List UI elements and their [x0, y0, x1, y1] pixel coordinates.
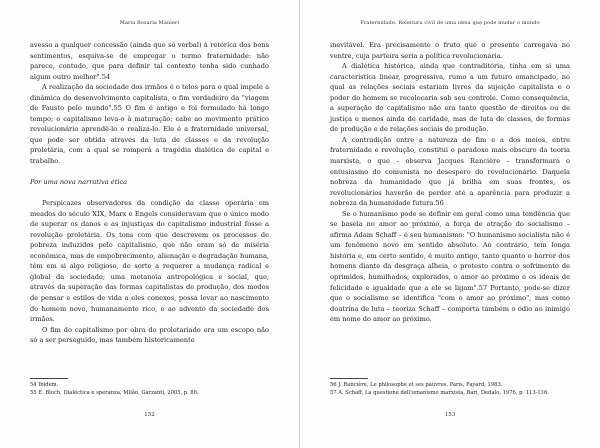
paragraph: Perspicazes observadores da condição da classe operária em meados do século XIX, Marx e Engels consideravam que o único modo de superar os danos e as injustiças do capitalismo industrial fosse a revolução proletária. Os tons com que descrevem os processos de pobreza induzidos pelo capitalismo, que não eram só de miséria econômica, mas de empobrecimento, alienação e degradação humana, têm em si algo religioso, de sorte a requerer a mudança radical e global da sociedade; uma metanoia antropológica e social, que, através da superação das formas capitalistas de produção, dos modos de pensar e estilos de vida a eles conexos, possa levar ao nascimento do homem novo, humanamente rico, e ao advento da sociedade dos irmãos.: [30, 199, 269, 324]
footnotes-right: [330, 378, 570, 397]
page-number-left: 152: [144, 412, 155, 418]
running-head-right: Fraternidade. Releitura civil de uma ideia que pode mudar o mundo: [360, 20, 540, 26]
section-heading: Por uma nova narrativa ética: [30, 178, 128, 187]
footnote-rule: [30, 378, 68, 379]
footnotes-left: [30, 378, 269, 397]
footnote: 55 E. Bloch, Dialéctica e speranza, Milão, Garzanti, 2005, p. 86.: [30, 389, 199, 396]
footnote-rule: [330, 378, 368, 379]
paragraph: A realização da sociedade dos irmãos é o telos para o qual impele a dinâmica do desenvolvimento capitalista, o fim verdadeiro da "viagem de Fausto pelo mundo".55 O fim é antigo e foi formulado há longo tempo; o capitalismo leva-o à maturação; cabe ao movimento prático revolucionário aprendê-lo e realizá-lo. Ele é a fraternidade universal, que pode ser obtida através da luta de classes e da revolução proletária, com a qual se romperá a tragédia dialética de capital e trabalho.: [30, 83, 269, 166]
footnote: 56 J. Rancière, Le philosophe et ses pauvres, Paris, Fayard, 1983.: [330, 382, 503, 388]
running-head-left: Maria Rosaria Manieri: [119, 20, 180, 26]
left-body-text: [30, 40, 269, 346]
right-page: [300, 0, 600, 448]
right-body-text: [330, 40, 570, 325]
paragraph: A dialética histórica, ainda que contraditória, tinha em si uma característica linear, progressiva, rumo a um futuro emancipado, no qual as relações sociais estariam livres da sujeição capitalista e o poder do homem se recolocaria sob seu controle. Como consequência, a superação do capitalismo não era tanto questão de direitos ou de justiça e menos ainda de caridade, mas de luta de classes, de formas de produção e de relações sociais de produção.: [330, 62, 570, 134]
footnote: 54 Ibidem.: [30, 382, 59, 388]
page-number-right: 153: [444, 412, 456, 418]
paragraph: inevitável. Era precisamente o fruto que o presente carregava no ventre, cuja parteira seria a política revolucionária.: [330, 41, 570, 60]
paragraph: avesso a qualquer concessão (ainda que só verbal) à retórica dos bons sentimentos, esquiva-se de empregar o termo fraternidade: não parece, contudo, que para definir tal contexto tenha sido cunhado algum outro melhor".54: [30, 41, 269, 81]
paragraph: O fim do capitalismo por obra do proletariado era um escopo não só a ser perseguido, mas também historicamente: [30, 325, 269, 345]
paragraph: A contradição entre a natureza do fim e a dos meios, entre fraternidade e revolução, constitui o paradoxo mais obscuro da teoria marxista, o que – observa Jacques Rancière – transformará o entusiasmo do comunista no desespero do revolucionário. Daquela nobreza da humanidade que já brilha em suas frontes, os revolucionários haverão de perder até a aparência para produzir a nobreza da humanidade futura.56: [330, 135, 570, 208]
footnote: 57 A. Schaff, La questione dell'umanismo marxista, Bari, Dedalo, 1976, p. 113-116.: [330, 389, 549, 396]
paragraph: Se o humanismo pode se definir em geral como uma tendência que se baseia no amor ao próximo, a força de atração do socialismo – afirma Adam Schaff – é seu humanismo: "O humanismo socialista não é um fenômeno novo em sentido absoluto. Ao contrário, tem longa história e, em certo sentido, é muito antigo, tanto quanto o horror dos homens diante da desgraça alheia, o protesto contra o sofrimento de oprimidos, humilhados, explorados, o amor ao próximo e os ideais de felicidade e igualdade que a ele se ligam".57 Portanto, pode-se dizer que o socialismo se identifica "com o amor ao próximo", mas como doutrina de luta – teoriza Schaff – comporta também o ódio ao inimigo em nome do amor ao próximo.: [330, 209, 570, 324]
